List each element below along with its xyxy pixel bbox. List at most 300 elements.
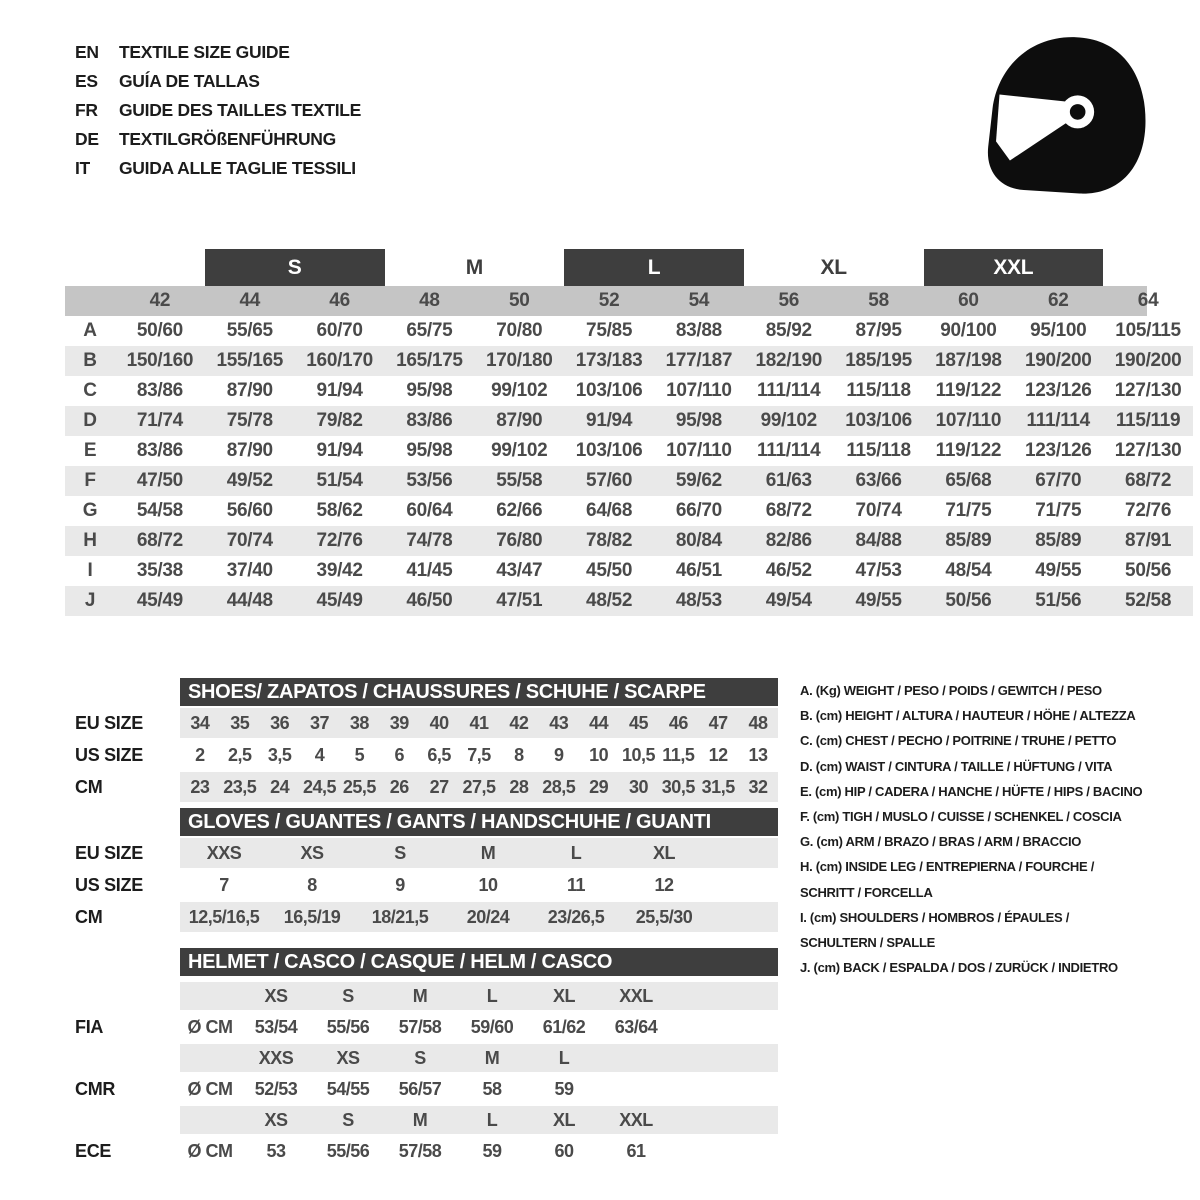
cell-value: 6 — [394, 744, 405, 765]
gloves-eu-size-row — [75, 838, 778, 868]
language-code: EN — [75, 42, 99, 62]
language-title: TEXTILGRÖßENFÜHRUNG — [119, 129, 336, 149]
cell-value: 61 — [626, 1140, 646, 1161]
legend-text: G. (cm) ARM / BRAZO / BRAS / ARM / BRACCIO — [800, 834, 1082, 850]
cell-value: 31,5 — [701, 776, 735, 797]
cell-value: 3,5 — [267, 744, 292, 765]
size-group-m: M — [465, 255, 483, 279]
helmet-rows — [75, 982, 778, 1165]
unit-label: Ø CM — [187, 1016, 233, 1037]
size-value: 119/122 — [935, 380, 1002, 401]
size-value: 70/74 — [855, 500, 902, 521]
cell-value: 59 — [554, 1078, 574, 1099]
row-letter: F — [84, 470, 96, 491]
size-value: 90/100 — [940, 320, 997, 341]
cell-value: 18/21,5 — [371, 906, 429, 927]
size-value: 84/88 — [855, 530, 902, 551]
size-value: 61/63 — [765, 470, 812, 491]
cell-value: 2 — [195, 744, 205, 765]
helmet-fia-values-row — [75, 1013, 778, 1041]
textile-row-i — [65, 556, 1193, 586]
numeric-size: 60 — [958, 290, 979, 311]
cell-value: 16,5/19 — [283, 906, 341, 927]
size-value: 85/92 — [765, 320, 812, 341]
cell-value: L — [486, 985, 498, 1006]
cell-value: 38 — [349, 712, 369, 733]
size-value: 65/68 — [945, 470, 992, 491]
helmet-ece-sizes-row — [75, 1106, 778, 1134]
cell-value: 41 — [469, 712, 489, 733]
legend-item-e — [800, 779, 1198, 804]
size-value: 177/187 — [665, 350, 733, 371]
cell-value: L — [570, 842, 582, 863]
size-value: 47/53 — [855, 560, 902, 581]
size-value: 155/165 — [216, 350, 284, 371]
language-item — [75, 38, 361, 67]
legend-item-f — [800, 804, 1198, 829]
size-value: 45/50 — [586, 560, 633, 581]
numeric-size: 54 — [688, 290, 710, 311]
size-value: 50/60 — [136, 320, 183, 341]
size-value: 72/76 — [1125, 500, 1172, 521]
size-value: 95/100 — [1030, 320, 1087, 341]
row-letter: J — [84, 590, 96, 611]
cell-value: 57/58 — [398, 1016, 442, 1037]
shoes-cm-row — [75, 772, 778, 802]
cell-value: M — [484, 1047, 500, 1068]
legend-text: D. (cm) WAIST / CINTURA / TAILLE / HÜFTUNG / VITA — [800, 758, 1113, 774]
size-value: 190/200 — [1024, 350, 1092, 371]
size-value: 70/74 — [226, 530, 273, 551]
size-value: 55/58 — [496, 470, 543, 491]
cell-value: 61/62 — [542, 1016, 586, 1037]
size-value: 79/82 — [316, 410, 363, 431]
size-value: 37/40 — [226, 560, 273, 581]
measurement-legend — [800, 678, 1198, 980]
row-letter: A — [83, 320, 97, 341]
size-group-s: S — [205, 249, 385, 286]
size-value: 49/52 — [226, 470, 273, 491]
size-value: 49/54 — [765, 590, 812, 611]
cell-value: 43 — [549, 712, 569, 733]
size-value: 87/90 — [226, 380, 273, 401]
row-letter: B — [83, 350, 97, 371]
cell-value: 9 — [553, 744, 564, 765]
cell-value: 56/57 — [398, 1078, 442, 1099]
size-value: 127/130 — [1114, 380, 1182, 401]
legend-item-i — [800, 905, 1198, 955]
helmet-cmr-sizes-row-cells — [180, 1044, 778, 1072]
size-value: 103/106 — [575, 380, 643, 401]
cell-value: 55/56 — [326, 1140, 370, 1161]
legend-text: SCHRITT / FORCELLA — [800, 884, 933, 900]
cell-value: 7 — [219, 874, 229, 895]
legend-text: SCHULTERN / SPALLE — [800, 935, 935, 951]
language-title: GUÍA DE TALLAS — [119, 71, 260, 91]
size-value: 45/49 — [316, 590, 363, 611]
size-value: 87/95 — [855, 320, 902, 341]
size-value: 53/56 — [406, 470, 453, 491]
cell-value: 10 — [478, 874, 498, 895]
size-value: 83/86 — [406, 410, 453, 431]
language-title-list — [75, 38, 361, 183]
size-value: 99/102 — [491, 440, 548, 461]
legend-item-a — [800, 678, 1198, 703]
gloves-rows — [75, 838, 778, 932]
shoes-cm-row-cells — [180, 772, 778, 802]
cell-value: 29 — [589, 776, 609, 797]
cell-value: XS — [300, 842, 324, 863]
row-letter: H — [83, 530, 97, 551]
cell-value: 25,5/30 — [635, 906, 693, 927]
size-value: 115/119 — [1115, 410, 1181, 431]
textile-row-f — [65, 466, 1193, 496]
size-value: 66/70 — [675, 500, 722, 521]
language-code: IT — [75, 158, 90, 178]
unit-label: Ø CM — [187, 1140, 233, 1161]
size-value: 85/89 — [1035, 530, 1082, 551]
cell-value: 28,5 — [542, 776, 576, 797]
size-value: 83/86 — [136, 440, 183, 461]
size-value: 82/86 — [765, 530, 812, 551]
legend-item-b — [800, 703, 1198, 728]
cell-value: 6,5 — [427, 744, 451, 765]
cell-value: 48 — [748, 712, 768, 733]
size-value: 105/115 — [1115, 320, 1181, 341]
cell-value: 34 — [190, 712, 210, 733]
row-label — [75, 982, 180, 1010]
row-label: EU SIZE — [75, 842, 143, 863]
cell-value: 57/58 — [398, 1140, 442, 1161]
size-value: 80/84 — [675, 530, 722, 551]
band-spacer — [65, 286, 115, 316]
size-value: 123/126 — [1024, 440, 1092, 461]
size-value: 50/56 — [945, 590, 992, 611]
cell-value: 2,5 — [228, 744, 252, 765]
cell-value: 59 — [482, 1140, 502, 1161]
size-value: 75/78 — [226, 410, 273, 431]
cell-value: 32 — [748, 776, 768, 797]
legend-text: B. (cm) HEIGHT / ALTURA / HAUTEUR / HÖHE / ALTEZZA — [800, 708, 1136, 724]
size-value: 95/98 — [406, 380, 453, 401]
cell-value: 25,5 — [342, 776, 376, 797]
cell-value: 10,5 — [621, 744, 655, 765]
helmet-cmr-values-row-cells — [180, 1075, 778, 1103]
shoes-us-size-row — [75, 740, 778, 770]
language-title: GUIDA ALLE TAGLIE TESSILI — [119, 158, 356, 178]
gloves-section-title: GLOVES / GUANTES / GANTS / HANDSCHUHE / GUANTI — [180, 808, 778, 836]
cell-value: 12,5/16,5 — [188, 906, 260, 927]
size-value: 67/70 — [1035, 470, 1082, 491]
unit-label: Ø CM — [187, 1078, 233, 1099]
row-label: US SIZE — [75, 744, 143, 765]
size-value: 64/68 — [586, 500, 633, 521]
cell-value: 30,5 — [661, 776, 695, 797]
row-letter: E — [83, 440, 97, 461]
cell-value: 45 — [628, 712, 648, 733]
size-value: 91/94 — [316, 440, 363, 461]
textile-row-c — [65, 376, 1193, 406]
cell-value: 55/56 — [326, 1016, 370, 1037]
row-label: CM — [75, 776, 103, 797]
cell-value: 23 — [190, 776, 210, 797]
size-value: 48/53 — [675, 590, 722, 611]
cell-value: 40 — [429, 712, 449, 733]
cell-value: 27 — [429, 776, 449, 797]
size-value: 74/78 — [406, 530, 453, 551]
legend-item-d — [800, 754, 1198, 779]
size-value: 123/126 — [1024, 380, 1092, 401]
row-label: CM — [75, 906, 103, 927]
cell-value: 47 — [708, 712, 728, 733]
legend-item-j — [800, 955, 1198, 980]
size-value: 165/175 — [396, 350, 463, 371]
cell-value: 24,5 — [303, 776, 337, 797]
cell-value: 8 — [307, 874, 317, 895]
language-item — [75, 96, 361, 125]
numeric-size: 50 — [508, 290, 530, 311]
size-value: 71/74 — [136, 410, 183, 431]
size-value: 150/160 — [126, 350, 194, 371]
size-value: 68/72 — [136, 530, 183, 551]
unit-label — [180, 982, 240, 1010]
numeric-size: 64 — [1137, 290, 1159, 311]
textile-row-e — [65, 436, 1193, 466]
size-value: 185/195 — [845, 350, 912, 371]
size-value: 59/62 — [675, 470, 722, 491]
textile-row-b — [65, 346, 1193, 376]
cell-value: 24 — [270, 776, 290, 797]
size-value: 173/183 — [575, 350, 643, 371]
size-value: 65/75 — [406, 320, 453, 341]
cell-value: 44 — [589, 712, 609, 733]
legend-item-h — [800, 854, 1198, 904]
cell-value: S — [342, 1109, 354, 1130]
size-value: 45/49 — [136, 590, 183, 611]
size-value: 99/102 — [760, 410, 817, 431]
size-value: 56/60 — [226, 500, 273, 521]
size-value: 71/75 — [1035, 500, 1082, 521]
size-value: 85/89 — [945, 530, 992, 551]
size-group-header — [65, 249, 1193, 286]
size-value: 107/110 — [666, 380, 732, 401]
size-value: 107/110 — [935, 410, 1002, 431]
row-letter: D — [83, 410, 97, 431]
size-value: 50/56 — [1125, 560, 1172, 581]
helmet-section-title: HELMET / CASCO / CASQUE / HELM / CASCO — [180, 948, 778, 976]
cell-value: M — [412, 985, 428, 1006]
size-value: 99/102 — [491, 380, 548, 401]
shoes-rows — [75, 708, 778, 802]
row-label: FIA — [75, 1016, 104, 1037]
cell-value: 12 — [654, 874, 674, 895]
size-value: 160/170 — [306, 350, 373, 371]
size-value: 95/98 — [406, 440, 453, 461]
size-value: 87/90 — [496, 410, 543, 431]
language-item — [75, 67, 361, 96]
row-label — [75, 1044, 180, 1072]
size-value: 115/118 — [846, 440, 911, 461]
unit-label — [180, 1044, 240, 1072]
size-value: 51/56 — [1035, 590, 1082, 611]
cell-value: 7,5 — [467, 744, 491, 765]
shoes-eu-size-row-cells — [180, 708, 778, 738]
size-value: 57/60 — [586, 470, 633, 491]
size-value: 63/66 — [855, 470, 902, 491]
cell-value: 30 — [628, 776, 648, 797]
cell-value: XXS — [258, 1047, 294, 1068]
numeric-size: 52 — [598, 290, 620, 311]
shoes-section-title: SHOES/ ZAPATOS / CHAUSSURES / SCHUHE / SCARPE — [180, 678, 778, 706]
shoes-us-size-row-cells — [180, 740, 778, 770]
size-value: 87/91 — [1125, 530, 1172, 551]
racing-helmet-graphic — [978, 32, 1153, 197]
numeric-size: 42 — [149, 290, 171, 311]
cell-value: 35 — [230, 712, 250, 733]
numeric-size: 46 — [329, 290, 350, 311]
shoes-eu-size-row — [75, 708, 778, 738]
cell-value: M — [412, 1109, 428, 1130]
cell-value: 23/26,5 — [547, 906, 605, 927]
cell-value: 8 — [514, 744, 524, 765]
textile-row-g — [65, 496, 1193, 526]
numeric-size: 56 — [778, 290, 800, 311]
cell-value: 12 — [708, 744, 728, 765]
textile-row-a — [65, 316, 1193, 346]
legend-text: E. (cm) HIP / CADERA / HANCHE / HÜFTE / HIPS / BACINO — [800, 783, 1143, 799]
cell-value: 58 — [482, 1078, 502, 1099]
helmet-ece-values-row-cells — [180, 1137, 778, 1165]
size-value: 60/70 — [316, 320, 363, 341]
cell-value: 27,5 — [462, 776, 496, 797]
cell-value: 23,5 — [223, 776, 257, 797]
cell-value: M — [480, 842, 496, 863]
cell-value: 5 — [354, 744, 365, 765]
size-value: 187/198 — [935, 350, 1002, 371]
size-value: 62/66 — [496, 500, 543, 521]
row-label: EU SIZE — [75, 712, 143, 733]
cell-value: XXL — [619, 1109, 653, 1130]
row-label: ECE — [75, 1140, 112, 1161]
size-value: 55/65 — [226, 320, 273, 341]
cell-value: S — [342, 985, 354, 1006]
size-value: 58/62 — [316, 500, 363, 521]
cell-value: XS — [264, 985, 288, 1006]
size-value: 127/130 — [1114, 440, 1182, 461]
size-value: 52/58 — [1125, 590, 1172, 611]
legend-text: H. (cm) INSIDE LEG / ENTREPIERNA / FOURCHE / — [800, 859, 1095, 875]
size-value: 48/52 — [586, 590, 633, 611]
cell-value: 36 — [270, 712, 290, 733]
size-value: 111/114 — [1026, 410, 1090, 431]
language-item — [75, 154, 361, 183]
legend-text: F. (cm) TIGH / MUSLO / CUISSE / SCHENKEL / COSCIA — [800, 809, 1122, 825]
legend-item-c — [800, 728, 1198, 753]
numeric-size: 44 — [239, 290, 261, 311]
size-value: 70/80 — [496, 320, 543, 341]
gloves-us-size-row — [75, 870, 778, 900]
size-value: 103/106 — [845, 410, 912, 431]
legend-text: I. (cm) SHOULDERS / HOMBROS / ÉPAULES / — [800, 909, 1070, 925]
cell-value: 63/64 — [614, 1016, 658, 1037]
size-value: 111/114 — [757, 440, 821, 461]
size-value: 68/72 — [765, 500, 812, 521]
helmet-cmr-sizes-row — [75, 1044, 778, 1072]
cell-value: XL — [652, 842, 675, 863]
size-value: 95/98 — [675, 410, 722, 431]
size-value: 83/86 — [136, 380, 183, 401]
language-code: DE — [75, 129, 99, 149]
size-value: 35/38 — [136, 560, 183, 581]
cell-value: XS — [264, 1109, 288, 1130]
language-item — [75, 125, 361, 154]
helmet-size-section — [75, 948, 778, 1165]
cell-value: 26 — [389, 776, 409, 797]
size-value: 54/58 — [136, 500, 183, 521]
cell-value: 59/60 — [470, 1016, 514, 1037]
language-code: ES — [75, 71, 98, 91]
size-value: 103/106 — [575, 440, 643, 461]
size-value: 182/190 — [755, 350, 823, 371]
size-value: 51/54 — [316, 470, 363, 491]
cell-value: 37 — [310, 712, 330, 733]
size-value: 47/51 — [496, 590, 543, 611]
row-letter: I — [87, 560, 93, 581]
size-value: 43/47 — [496, 560, 543, 581]
size-value: 68/72 — [1125, 470, 1172, 491]
size-value: 39/42 — [316, 560, 363, 581]
size-value: 170/180 — [485, 350, 553, 371]
size-value: 115/118 — [846, 380, 911, 401]
size-group-xxl: XXL — [924, 249, 1104, 286]
size-value: 47/50 — [136, 470, 183, 491]
size-value: 48/54 — [945, 560, 992, 581]
textile-size-table — [65, 249, 1193, 616]
size-value: 76/80 — [496, 530, 543, 551]
cell-value: L — [486, 1109, 498, 1130]
cell-value: XS — [336, 1047, 360, 1068]
textile-measurement-rows — [65, 316, 1193, 616]
cell-value: 53 — [266, 1140, 286, 1161]
cell-value: 60 — [554, 1140, 574, 1161]
size-value: 107/110 — [666, 440, 732, 461]
size-value: 46/50 — [406, 590, 453, 611]
size-value: 41/45 — [406, 560, 453, 581]
legend-text: C. (cm) CHEST / PECHO / POITRINE / TRUHE / PETTO — [800, 733, 1117, 749]
cell-value: 13 — [748, 744, 768, 765]
size-group-xl: XL — [820, 255, 847, 279]
size-value: 46/51 — [675, 560, 722, 581]
size-value: 190/200 — [1114, 350, 1182, 371]
cell-value: 4 — [314, 744, 325, 765]
legend-item-g — [800, 829, 1198, 854]
numeric-size: 62 — [1047, 290, 1069, 311]
cell-value: XXS — [206, 842, 242, 863]
cell-value: 54/55 — [326, 1078, 370, 1099]
helmet-cmr-values-row — [75, 1075, 778, 1103]
cell-value: 10 — [589, 744, 609, 765]
cell-value: 11,5 — [662, 744, 695, 765]
cell-value: XL — [552, 1109, 575, 1130]
size-value: 49/55 — [1035, 560, 1082, 581]
row-label: US SIZE — [75, 874, 143, 895]
language-title: GUIDE DES TAILLES TEXTILE — [119, 100, 362, 120]
row-letter: G — [82, 500, 98, 521]
size-value: 87/90 — [226, 440, 273, 461]
cell-value: 42 — [509, 712, 529, 733]
size-value: 75/85 — [586, 320, 633, 341]
size-value: 91/94 — [586, 410, 633, 431]
